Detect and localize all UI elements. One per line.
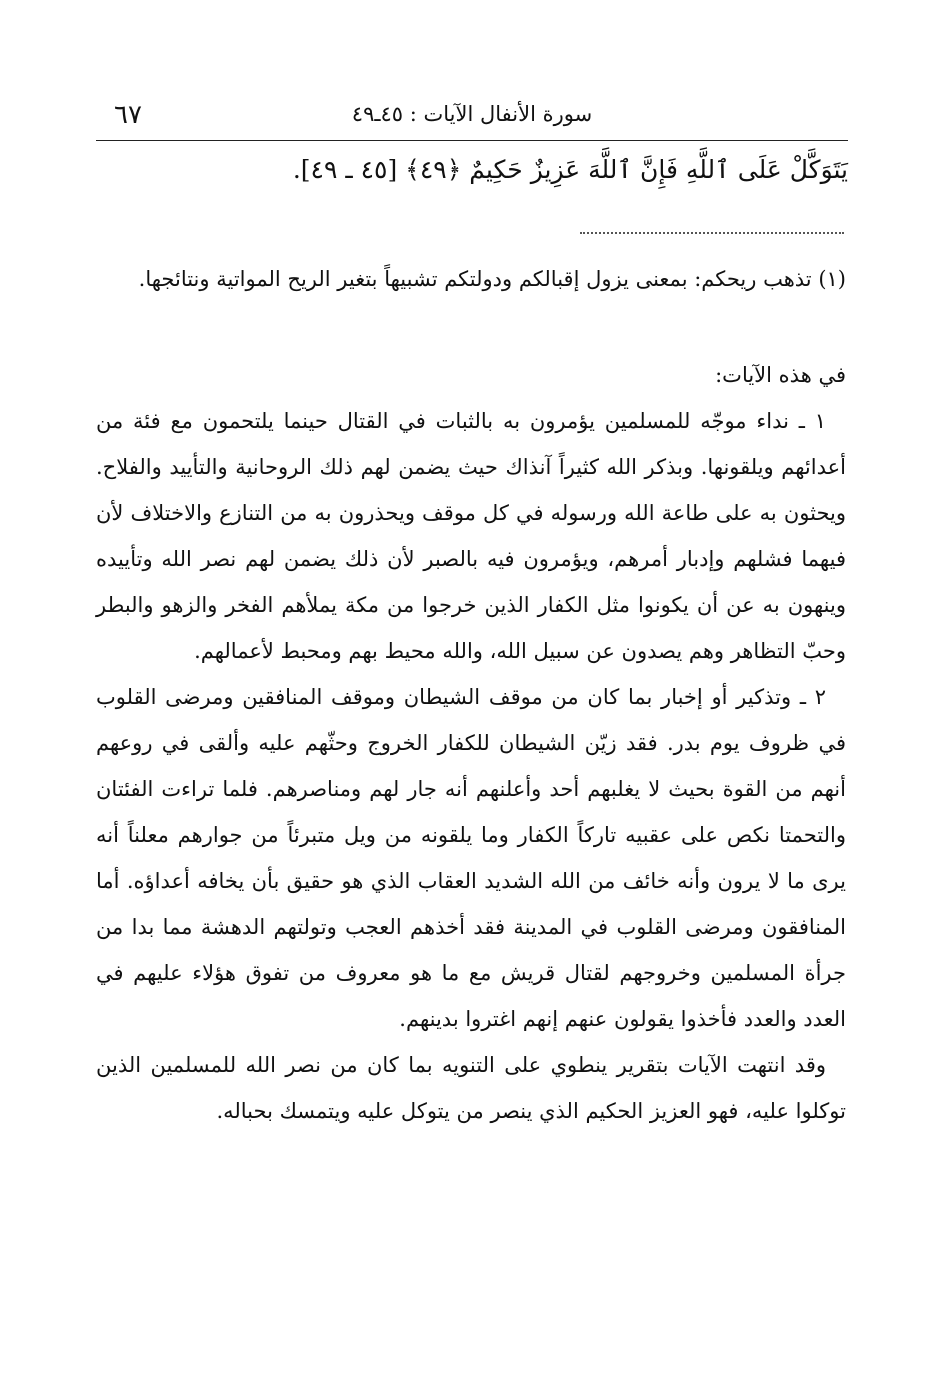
quran-verse-line: يَتَوَكَّلْ عَلَى ٱللَّهِ فَإِنَّ ٱللَّهَ عَزِيزٌ حَكِيمٌ ﴿٤٩﴾ [٤٥ ـ ٤٩]. xyxy=(292,155,848,184)
header-divider xyxy=(96,140,848,141)
running-title: سورة الأنفال الآيات : ٤٥ـ٤٩ xyxy=(351,102,593,126)
page-number: ٦٧ xyxy=(114,100,142,130)
section-heading: في هذه الآيات: xyxy=(715,363,846,387)
page-header xyxy=(96,96,848,136)
paragraph-2: ٢ ـ وتذكير أو إخبار بما كان من موقف الشيطان وموقف المنافقين ومرضى القلوب في ظروف يوم بدر. فقد زيّن الشيطان للكفار الخروج وحثّهم عليه وألقى في روعهم أنهم من القوة بحيث لا يغلبهم أحد وأعلنهم أنه جار لهم ومناصرهم. فلما تراءت الفئتان والتحمتا نكص على عقبيه تاركاً الكفار وما يلقونه من ويل متبرئاً من جوارهم معلناً أنه يرى ما لا يرون وأنه خائف من الله الشديد العقاب الذي هو حقيق بأن يخافه أعداؤه. أما المنافقون ومرضى القلوب في المدينة فقد أخذهم العجب وتولتهم الدهشة مما بدا من جرأة المسلمين وخروجهم لقتال قريش مع ما هو معروف من تفوق هؤلاء عليهم في العدد والعدد فأخذوا يقولون عنهم إنهم اغتروا بدينهم. xyxy=(96,685,846,1031)
paragraph-3: وقد انتهت الآيات بتقرير ينطوي على التنويه بما كان من نصر الله للمسلمين الذين توكلوا عليه، فهو العزيز الحكيم الذي ينصر من يتوكل عليه ويتمسك بحباله. xyxy=(96,1053,846,1123)
paragraph-1: ١ ـ نداء موجّه للمسلمين يؤمرون به بالثبات في القتال حينما يلتحمون مع فئة من أعدائهم ويلقونها. وبذكر الله كثيراً آنذاك حيث يضمن لهم ذلك الروحانية والتأييد والفلاح. ويحثون به على طاعة الله ورسوله في كل موقف ويحذرون به من التنازع والاختلاف لأن فيهما فشلهم وإدبار أمرهم، ويؤمرون فيه بالصبر لأن ذلك يضمن لهم نصر الله وتأييده وينهون به عن أن يكونوا مثل الكفار الذين خرجوا من مكة يملأهم الفخر والزهو والبطر وحبّ التظاهر وهم يصدون عن سبيل الله، والله محيط بهم ومحبط لأعمالهم. xyxy=(96,409,846,663)
footnote: (١) تذهب ريحكم: بمعنى يزول إقبالكم ودولتكم تشبيهاً بتغير الريح المواتية ونتائجها. xyxy=(138,267,846,291)
footnote-separator xyxy=(580,232,844,234)
commentary-body xyxy=(96,352,846,1134)
